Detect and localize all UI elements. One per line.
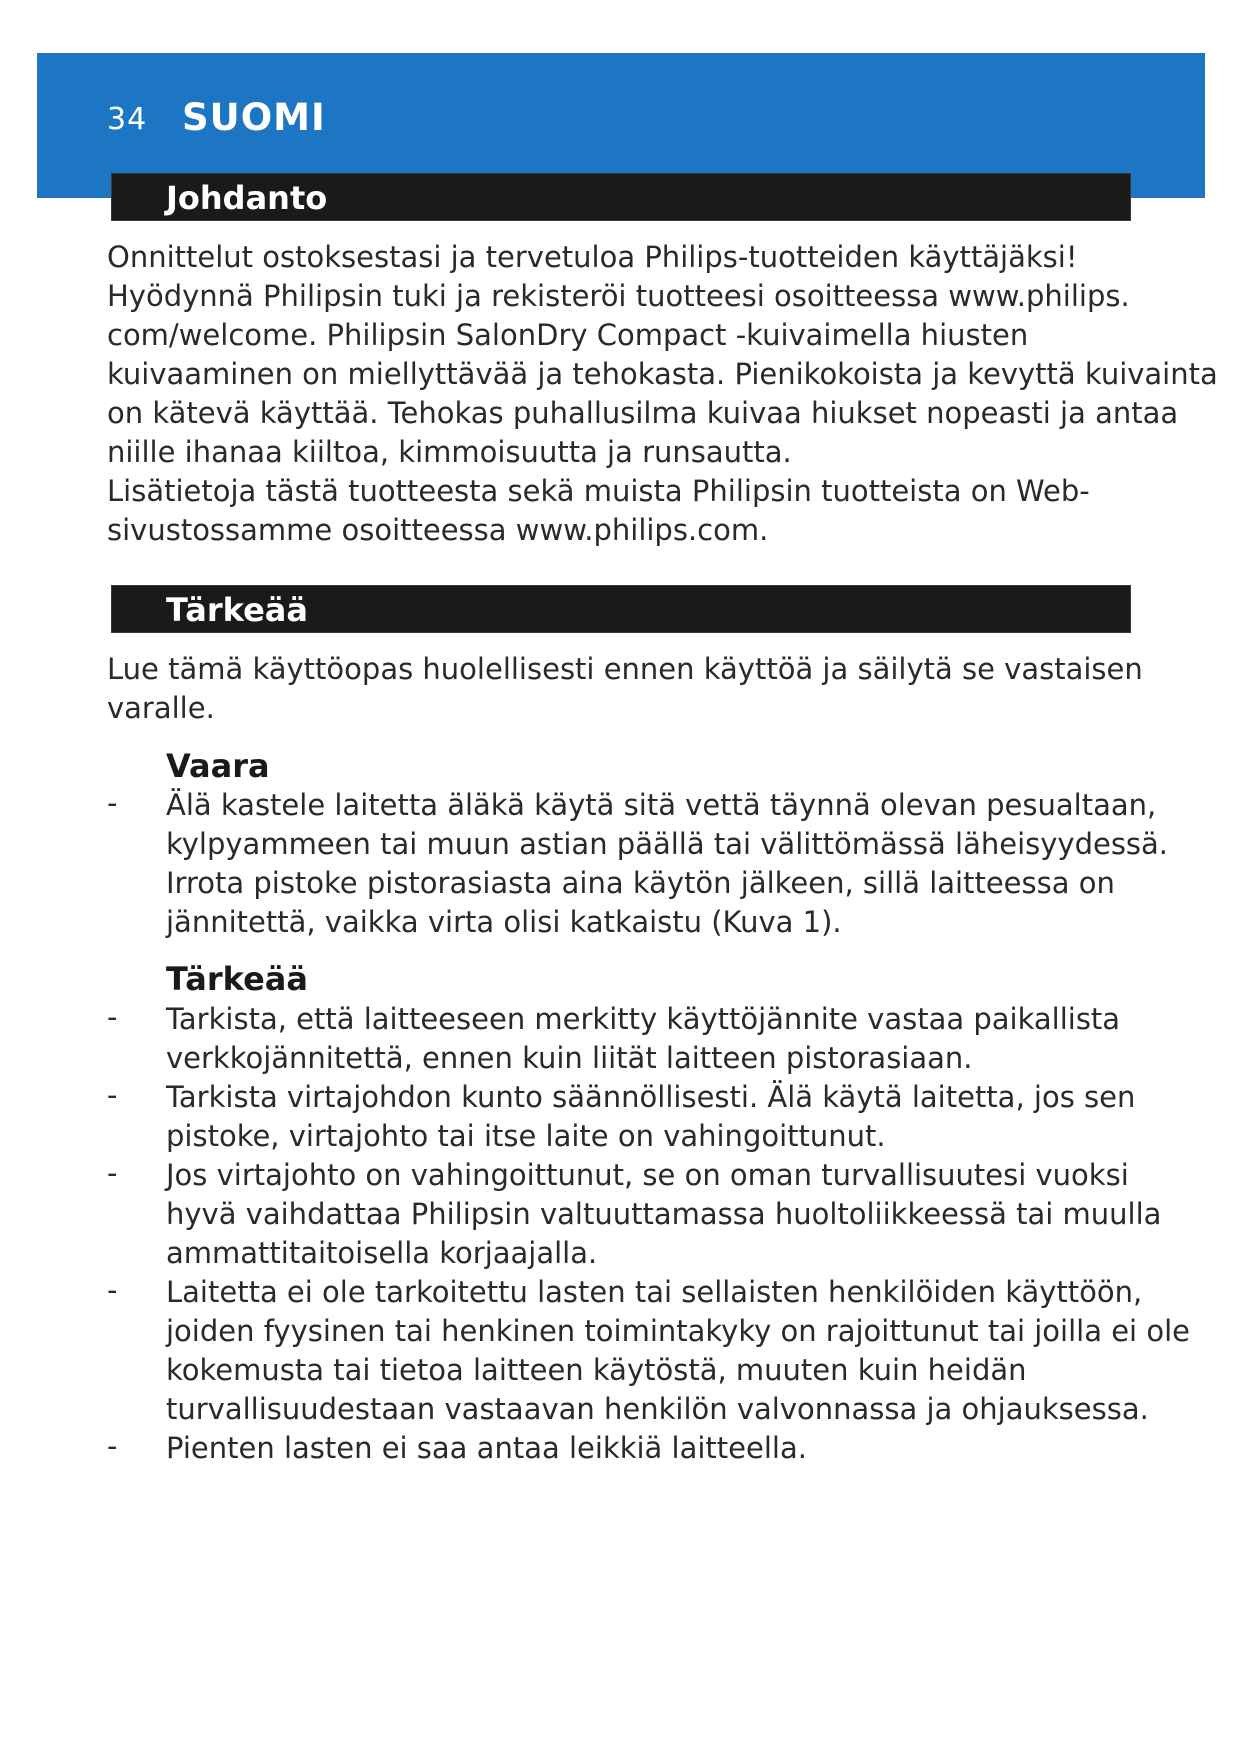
section-bar-important (111, 585, 1131, 633)
text-line: verkkojännitettä, ennen kuin liität laitteen pistorasiaan. (166, 1041, 973, 1075)
text-line: Onnittelut ostoksestasi ja tervetuloa Philips-tuotteiden käyttäjäksi! (107, 240, 1078, 274)
text-line: Jos virtajohto on vahingoittunut, se on oman turvallisuutesi vuoksi (166, 1158, 1129, 1192)
text-line: Pienten lasten ei saa antaa leikkiä laitteella. (166, 1431, 807, 1465)
bullet-dash: - (107, 1078, 118, 1112)
important-intro-paragraph (107, 650, 1147, 728)
important-bullet (166, 1273, 1190, 1429)
text-line: com/welcome. Philipsin SalonDry Compact -kuivaimella hiusten (107, 318, 1029, 352)
bullet-dash: - (107, 1429, 118, 1463)
text-line: Irrota pistoke pistorasiasta aina käytön jälkeen, sillä laitteessa on (166, 866, 1115, 900)
important-heading: Tärkeää (166, 960, 308, 998)
bullet-dash: - (107, 1156, 118, 1190)
text-line: on kätevä käyttää. Tehokas puhallusilma kuivaa hiukset nopeasti ja antaa (107, 396, 1179, 430)
text-line: Älä kastele laitetta äläkä käytä sitä vettä täynnä olevan pesualtaan, (166, 788, 1157, 822)
bullet-dash: - (107, 1273, 118, 1307)
text-line: Laitetta ei ole tarkoitettu lasten tai sellaisten henkilöiden käyttöön, (166, 1275, 1143, 1309)
section-bar-introduction (111, 173, 1131, 221)
bullet-dash: - (107, 786, 118, 820)
text-line: joiden fyysinen tai henkinen toimintakyky on rajoittunut tai joilla ei ole (166, 1314, 1190, 1348)
section-title: Johdanto (166, 179, 328, 217)
text-line: Hyödynnä Philipsin tuki ja rekisteröi tuotteesi osoitteessa www.philips. (107, 279, 1130, 313)
text-line: hyvä vaihdattaa Philipsin valtuuttamassa huoltoliikkeessä tai muulla (166, 1197, 1162, 1231)
text-line: pistoke, virtajohto tai itse laite on vahingoittunut. (166, 1119, 886, 1153)
bullet-dash: - (107, 1000, 118, 1034)
text-line: turvallisuudestaan vastaavan henkilön valvonnassa ja ohjauksessa. (166, 1392, 1149, 1426)
text-line: Lisätietoja tästä tuotteesta sekä muista Philipsin tuotteista on Web- (107, 474, 1090, 508)
important-bullet (166, 1156, 1162, 1273)
important-bullet (166, 1000, 1146, 1078)
text-line: Tarkista, että laitteeseen merkitty käyttöjännite vastaa paikallista (166, 1002, 1121, 1036)
text-line: kokemusta tai tietoa laitteen käytöstä, muuten kuin heidän (166, 1353, 1027, 1387)
important-bullet (166, 1078, 1146, 1156)
text-line: jännitettä, vaikka virta olisi katkaistu (Kuva 1). (166, 905, 842, 939)
text-line: Tarkista virtajohdon kunto säännöllisesti. Älä käytä laitetta, jos sen (166, 1080, 1136, 1114)
introduction-paragraph (107, 238, 1218, 550)
text-line: varalle. (107, 691, 215, 725)
text-line: kylpyammeen tai muun astian päällä tai välittömässä läheisyydessä. (166, 827, 1169, 861)
section-title: Tärkeää (166, 591, 308, 629)
danger-heading: Vaara (166, 747, 270, 785)
language-title: SUOMI (182, 96, 326, 139)
danger-bullet (166, 786, 1169, 942)
important-bullet (166, 1429, 1146, 1468)
text-line: sivustossamme osoitteessa www.philips.com. (107, 513, 769, 547)
text-line: kuivaaminen on miellyttävää ja tehokasta. Pienikokoista ja kevyttä kuivainta (107, 357, 1218, 391)
text-line: Lue tämä käyttöopas huolellisesti ennen käyttöä ja säilytä se vastaisen (107, 652, 1143, 686)
text-line: niille ihanaa kiiltoa, kimmoisuutta ja runsautta. (107, 435, 792, 469)
text-line: ammattitaitoisella korjaajalla. (166, 1236, 598, 1270)
page-number: 34 (107, 102, 148, 137)
